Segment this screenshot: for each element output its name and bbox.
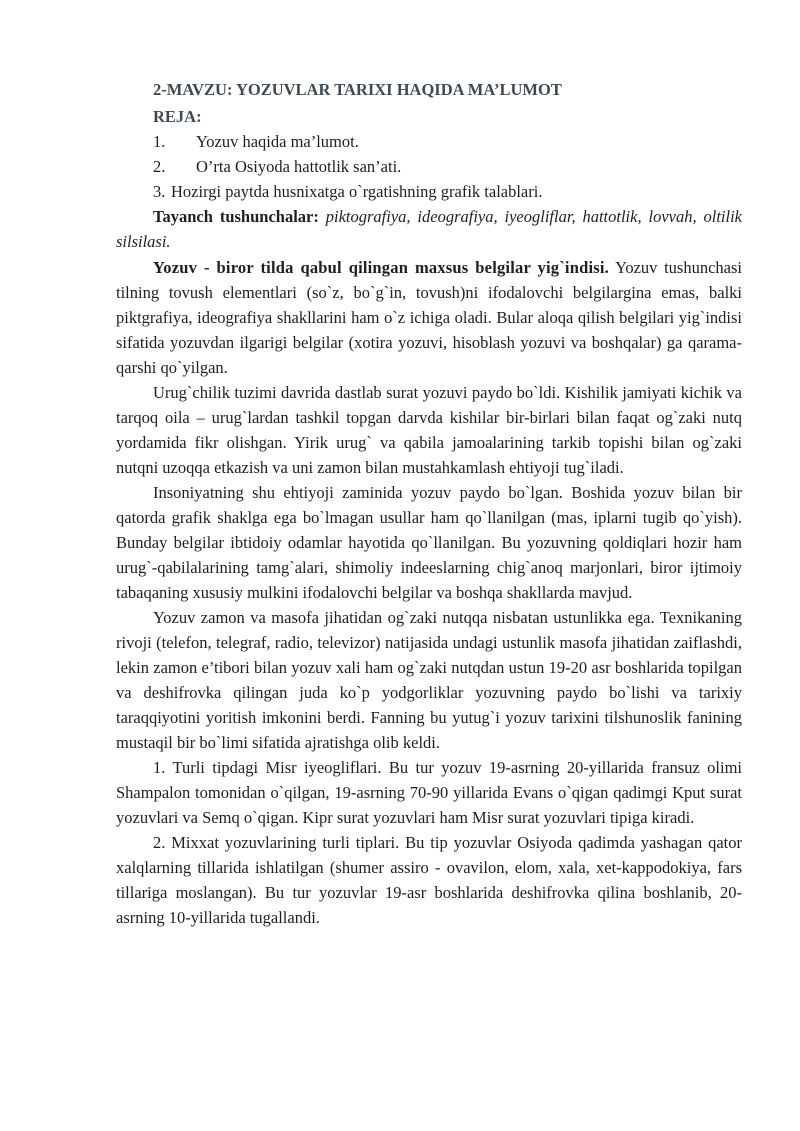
plan-item: [116, 154, 742, 179]
paragraph-advantage: Yozuv zamon va masofa jihatidan og`zaki nutqqa nisbatan ustunlikka ega. Texnikaning rivoji (telefon, telegraf, radio, televizor) natijasida undagi ustunlik masofa jihatidan zaiflashdi, lekin zamon e’tibori bilan yozuv xali ham og`zaki nutqdan ustun 19-20 asr boshlarida topilgan va deshifrovka qilingan juda ko`p yodgorliklar yozuvning paydo bo`lishi va tarixiy taraqqiyotini yoritish imkonini berdi. Fanning bu yutug`i yozuv tarixini tilshunoslik fanining mustaqil bir bo`limi sifatida ajratishga olib keldi.: [116, 608, 742, 752]
plan-label: REJA:: [153, 107, 202, 126]
definition-text: Yozuv tushunchasi tilning tovush elementlari (so`z, bo`g`in, tovush)ni ifodalovchi belgilargina emas, balki piktgrafiya, ideografiya shakllarini ham o`z ichiga oladi. Bular aloqa qilish belgilari yig`indisi sifatida yozuvdan ilgarigi belgilar (xotira yozuvi, hisoblash yozuvi va boshqalar) ga qarama-qarshi qo`yilgan.: [116, 258, 742, 377]
paragraph-egyptian-hieroglyphs: 1. Turli tipdagi Misr iyeogliflari. Bu tur yozuv 19-asrning 20-yillarida fransuz olimi Shampalon tomonidan o`qilgan, 19-asrning 70-90 yillarida Evans o`qigan qadimgi Kput surat yozuvlari va Semq o`qigan. Kipr surat yozuvlari ham Misr surat yozuvlari tipiga kiradi.: [116, 758, 742, 827]
paragraph-tribal-era: Urug`chilik tuzimi davrida dastlab surat yozuvi paydo bo`ldi. Kishilik jamiyati kichik va tarqoq oila – urug`lardan tashkil topgan darvda kishilar bir-birlari bilan faqat og`zaki nutq yordamida fikr olishgan. Yirik urug` va qabila jamoalarining tarkib topishi bilan og`zaki nutqni uzoqqa etkazish va uni zamon bilan mustahkamlash ehtiyoji tug`iladi.: [116, 383, 742, 477]
paragraph-cuneiform: 2. Mixxat yozuvlarining turli tiplari. Bu tip yozuvlar Osiyoda qadimda yashagan qator xalqlarning tillarida ishlatilgan (shumer assiro - ovavilon, elom, xala, xet-kappodokiya, fars tillariga moslangan). Bu tur yozuvlar 19-asr boshlarida deshifrovka qilina boshlanib, 20-asrning 10-yillarida tugallandi.: [116, 833, 742, 927]
document-title: 2-MAVZU: YOZUVLAR TARIXI HAQIDA MA’LUMOT: [153, 80, 562, 99]
key-concepts: [116, 204, 742, 254]
plan-item-number: 2.: [153, 157, 166, 176]
key-concepts-text: piktografiya, ideografiya, iyeogliflar, hattotlik, lovvah, oltilik silsilasi.: [116, 207, 742, 251]
plan-item-number: 3.: [153, 182, 166, 201]
plan-item: [116, 179, 742, 204]
paragraph-definition: [116, 255, 742, 380]
plan-item-text: Hozirgi paytda husnixatga o`rgatishning grafik talablari.: [171, 182, 543, 201]
plan-item: [116, 129, 742, 154]
key-concepts-label: Tayanch tushunchalar:: [153, 207, 319, 226]
paragraph-origin: Insoniyatning shu ehtiyoji zaminida yozuv paydo bo`lgan. Boshida yozuv bilan bir qatorda grafik shaklga ega bo`lmagan usullar ham qo`llanilgan (mas, iplarni tugib qo`yish). Bunday belgilar ibtidoiy odamlar hayotida qo`llanilgan. Bu yozuvning qoldiqlari hozir ham urug`-qabilalarining tamg`alari, shimoliy indeeslarning chig`anoq marjonlari, biror ijtimoiy tabaqaning xususiy mulkini ifodalovchi belgilar va boshqa shakllarda mavjud.: [116, 483, 742, 602]
definition-bold: Yozuv - biror tilda qabul qilingan maxsus belgilar yig`indisi.: [153, 258, 609, 277]
plan-item-number: 1.: [153, 132, 166, 151]
plan-item-text: Yozuv haqida ma’lumot.: [196, 132, 359, 151]
plan-item-text: O’rta Osiyoda hattotlik san’ati.: [196, 157, 402, 176]
